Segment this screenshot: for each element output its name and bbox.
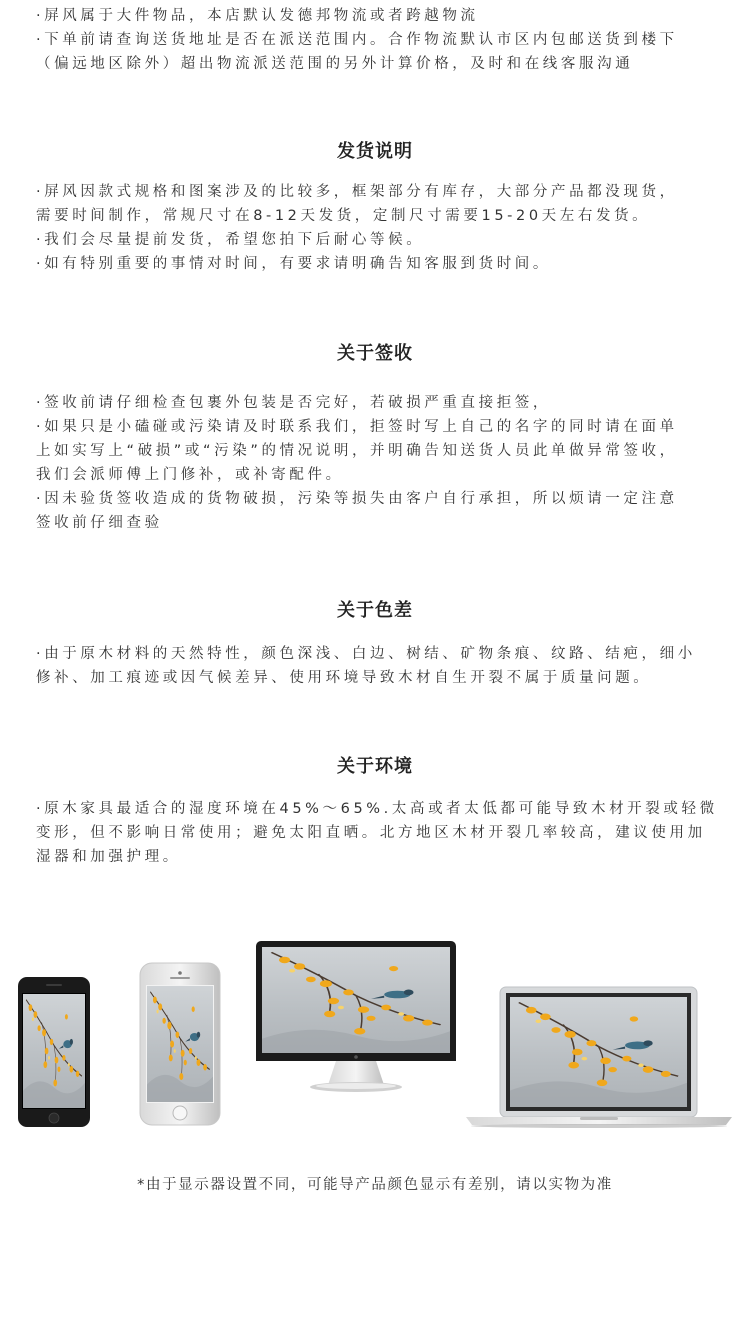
intro-line: ·下单前请查询送货地址是否在派送范围内。合作物流默认市区内包邮送货到楼下: [36, 32, 678, 48]
monitor-icon: [256, 941, 456, 1092]
environment-line: ·原木家具最适合的湿度环境在45%～65%.太高或者太低都可能导致木材开裂或轻微: [36, 801, 718, 817]
receipt-line: 签收前仔细查验: [36, 515, 163, 531]
phone-black-icon: [18, 977, 90, 1127]
environment-line: 湿器和加强护理。: [36, 849, 181, 865]
environment-line: 变形，但不影响日常使用；避免太阳直晒。北方地区木材开裂几率较高，建议使用加: [36, 825, 706, 841]
intro-paragraph: [36, 4, 716, 76]
receipt-heading: 关于签收: [337, 343, 413, 364]
receipt-line: ·签收前请仔细检查包裹外包装是否完好，若破损严重直接拒签，: [36, 395, 552, 411]
intro-line: （偏远地区除外）超出物流派送范围的另外计算价格，及时和在线客服沟通: [36, 56, 634, 72]
devices-illustration: [0, 925, 750, 1140]
receipt-paragraph: [36, 391, 716, 535]
shipping-line: ·屏风因款式规格和图案涉及的比较多，框架部分有库存，大部分产品都没现货，: [36, 184, 678, 200]
color-line: ·由于原木材料的天然特性，颜色深浅、白边、树结、矿物条痕、纹路、结疤，细小: [36, 646, 696, 662]
shipping-line: ·我们会尽量提前发货，希望您拍下后耐心等候。: [36, 232, 425, 248]
shipping-paragraph: [36, 180, 716, 276]
color-heading: 关于色差: [337, 600, 413, 621]
intro-line: ·屏风属于大件物品，本店默认发德邦物流或者跨越物流: [36, 8, 479, 24]
shipping-heading: 发货说明: [337, 141, 413, 162]
environment-heading: 关于环境: [337, 756, 413, 777]
phone-white-icon: [140, 963, 220, 1125]
shipping-line: 需要时间制作，常规尺寸在8-12天发货，定制尺寸需要15-20天左右发货。: [36, 208, 651, 224]
disclaimer-note: *由于显示器设置不同，可能导产品颜色显示有差别，请以实物为准: [137, 1177, 613, 1193]
shipping-line: ·如有特别重要的事情对时间，有要求请明确告知客服到货时间。: [36, 256, 552, 272]
receipt-line: ·如果只是小磕碰或污染请及时联系我们，拒签时写上自己的名字的同时请在面单: [36, 419, 678, 435]
receipt-line: 我们会派师傅上门修补，或补寄配件。: [36, 467, 344, 483]
color-line: 修补、加工痕迹或因气候差异、使用环境导致木材自生开裂不属于质量问题。: [36, 670, 652, 686]
color-paragraph: [36, 642, 716, 690]
receipt-line: 上如实写上“破损”或“污染”的情况说明，并明确告知送货人员此单做异常签收，: [36, 443, 678, 459]
receipt-line: ·因未验货签收造成的货物破损，污染等损失由客户自行承担，所以烦请一定注意: [36, 491, 678, 507]
laptop-icon: [466, 987, 732, 1128]
environment-paragraph: [36, 797, 716, 869]
